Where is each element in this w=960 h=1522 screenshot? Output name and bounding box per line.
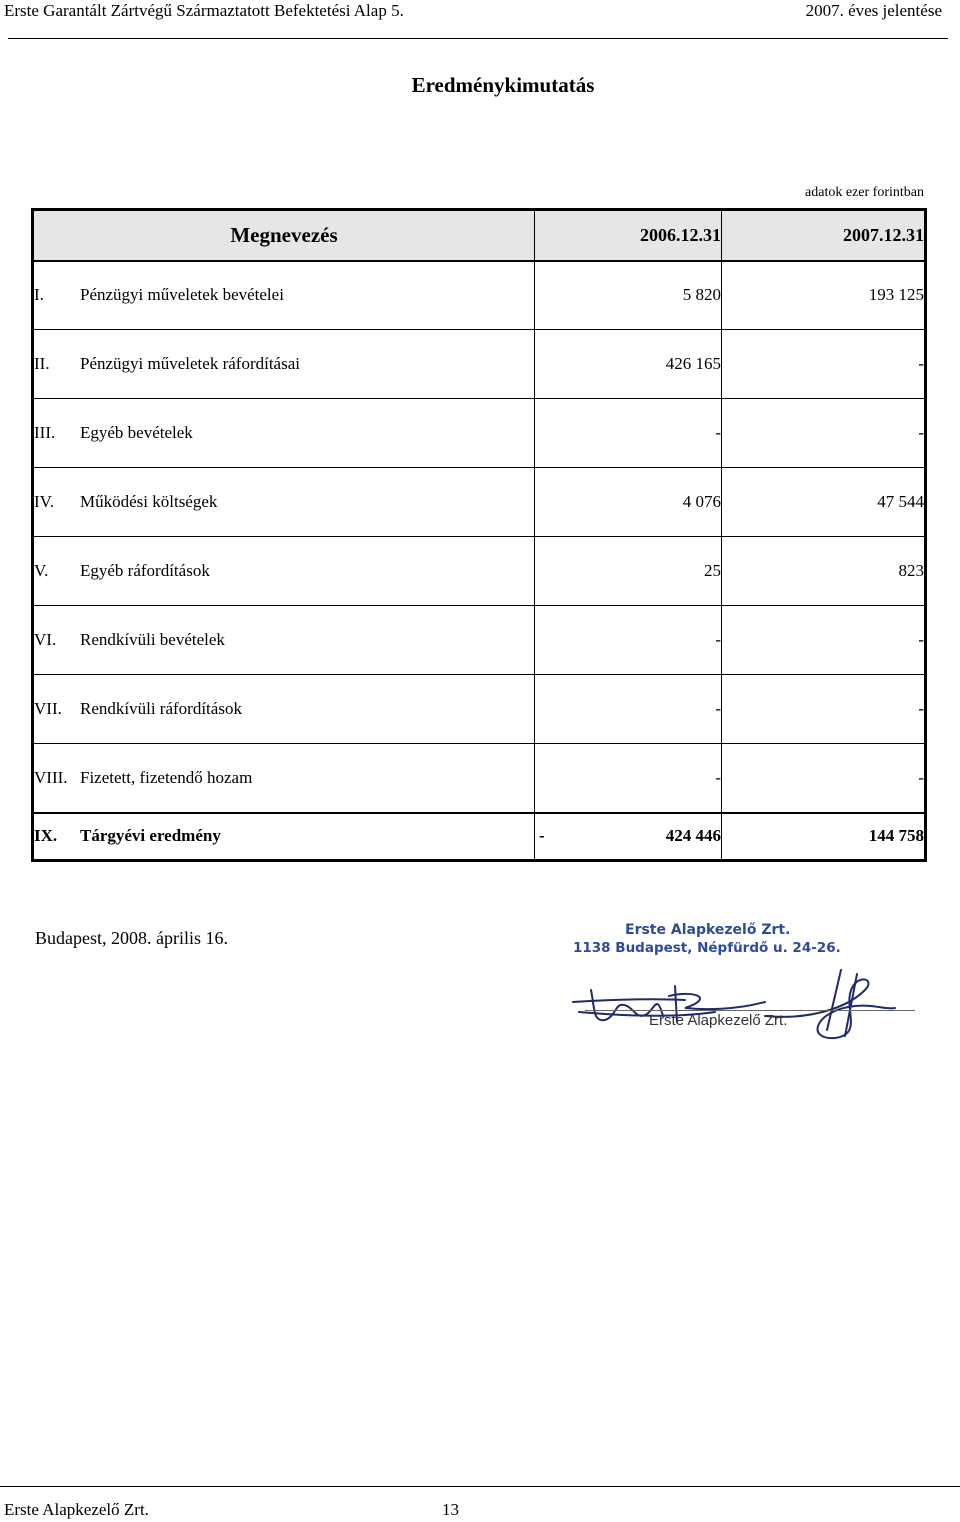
header-divider xyxy=(8,38,948,39)
table-header-row xyxy=(33,210,926,261)
value-2007: 823 xyxy=(898,561,924,580)
value-2006-amount: 25 xyxy=(704,561,721,580)
table-row xyxy=(33,261,926,330)
row-label: Rendkívüli ráfordítások xyxy=(80,675,535,744)
page-number: 13 xyxy=(442,1500,459,1519)
row-number: IV. xyxy=(34,492,54,511)
value-2007: 144 758 xyxy=(868,826,924,846)
value-2006-sign: - xyxy=(539,826,545,846)
value-2006-amount: 4 076 xyxy=(682,492,721,511)
value-2006-amount: - xyxy=(715,630,721,649)
unit-note: adatok ezer forintban xyxy=(805,185,924,200)
value-2007: 47 544 xyxy=(877,492,924,511)
value-2006 xyxy=(535,537,722,606)
company-stamp xyxy=(565,920,925,1050)
value-2007: - xyxy=(918,699,924,718)
value-2006-amount: - xyxy=(715,423,721,442)
value-2006-amount: 426 165 xyxy=(665,354,721,373)
value-2007: 193 125 xyxy=(868,285,924,305)
header-report-name: 2007. éves jelentése xyxy=(805,1,942,20)
value-2007: - xyxy=(918,767,924,787)
row-label: Tárgyévi eredmény xyxy=(80,813,535,861)
value-2007: - xyxy=(918,354,924,373)
row-number: VII. xyxy=(34,699,62,718)
column-header-2007: 2007.12.31 xyxy=(843,224,924,245)
table-row xyxy=(33,606,926,675)
header-fund-name: Erste Garantált Zártvégű Származtatott Befektetési Alap 5. xyxy=(4,1,404,20)
value-2006 xyxy=(535,399,722,468)
value-2006 xyxy=(535,261,722,330)
value-2007: - xyxy=(918,630,924,649)
row-number: III. xyxy=(34,423,56,442)
table-row xyxy=(33,399,926,468)
row-number: I. xyxy=(34,285,44,305)
row-number: VI. xyxy=(34,630,57,649)
row-label: Egyéb bevételek xyxy=(80,399,535,468)
place-and-date: Budapest, 2008. április 16. xyxy=(35,928,228,948)
row-label: Rendkívüli bevételek xyxy=(80,606,535,675)
row-label: Egyéb ráfordítások xyxy=(80,537,535,606)
row-number: IX. xyxy=(34,826,58,846)
column-header-name: Megnevezés xyxy=(33,210,535,261)
income-statement-table xyxy=(31,208,927,862)
column-header-2006: 2006.12.31 xyxy=(535,210,722,261)
value-2006 xyxy=(535,813,722,861)
signature-line xyxy=(585,1010,915,1011)
value-2006 xyxy=(535,606,722,675)
table-row xyxy=(33,468,926,537)
footer-divider xyxy=(0,1486,960,1487)
row-number: II. xyxy=(34,354,50,373)
value-2006 xyxy=(535,675,722,744)
page-title: Eredménykimutatás xyxy=(411,73,595,97)
stamp-address: 1138 Budapest, Népfürdő u. 24-26. xyxy=(573,940,841,956)
stamp-signatory: Erste Alapkezelő Zrt. xyxy=(649,1012,788,1029)
value-2007: - xyxy=(918,423,924,442)
table-row xyxy=(33,537,926,606)
value-2006-amount: - xyxy=(715,699,721,718)
row-label: Működési költségek xyxy=(80,468,535,537)
row-label: Pénzügyi műveletek bevételei xyxy=(80,261,535,330)
row-number: V. xyxy=(34,561,49,580)
value-2006 xyxy=(535,468,722,537)
value-2006-amount: - xyxy=(715,767,721,787)
value-2006 xyxy=(535,330,722,399)
row-number: VIII. xyxy=(34,767,68,787)
value-2006-amount: 424 446 xyxy=(665,826,721,846)
row-label: Fizetett, fizetendő hozam xyxy=(80,744,535,813)
table-row-total xyxy=(33,813,926,861)
value-2006-amount: 5 820 xyxy=(682,285,721,305)
value-2006 xyxy=(535,744,722,813)
table-row xyxy=(33,744,926,813)
stamp-company-name: Erste Alapkezelő Zrt. xyxy=(625,922,791,938)
row-label: Pénzügyi műveletek ráfordításai xyxy=(80,330,535,399)
footer-company: Erste Alapkezelő Zrt. xyxy=(4,1500,149,1519)
table-row xyxy=(33,330,926,399)
table-row xyxy=(33,675,926,744)
